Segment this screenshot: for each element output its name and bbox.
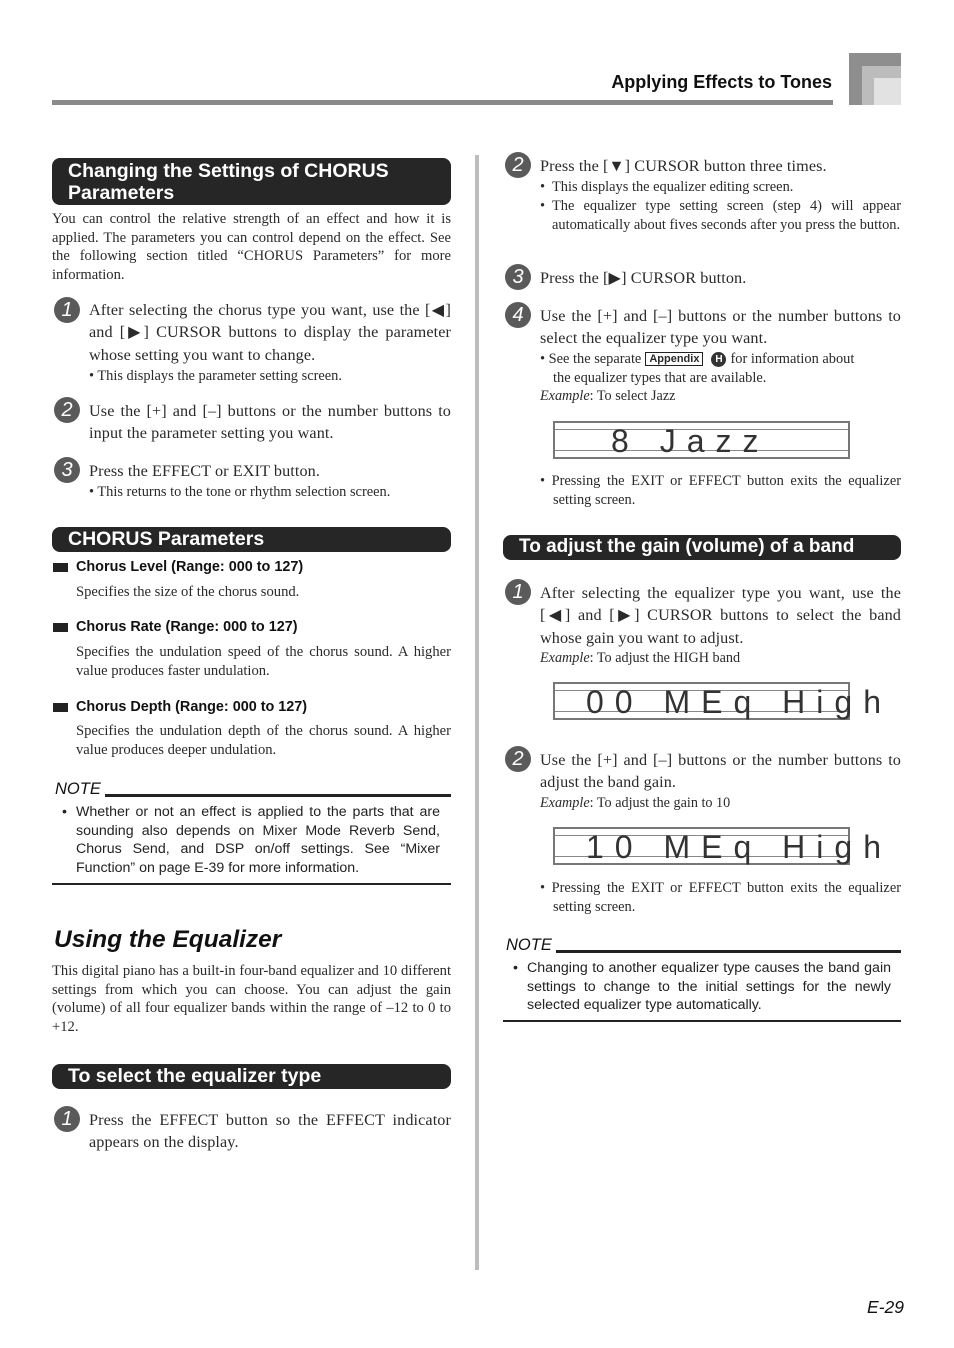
param-chorus-depth-title: Chorus Depth (Range: 000 to 127) — [76, 699, 308, 715]
section-heading-adjust-gain: To adjust the gain (volume) of a band — [503, 535, 901, 560]
appendix-letter-icon: H — [711, 352, 726, 367]
step-2-text: Use the [+] and [–] buttons or the number buttons to input the parameter setting you want. — [89, 402, 451, 443]
note-text: Changing to another equalizer type causes the band gain settings to change to the initial settings for the newly selected equalizer type automatically. — [527, 960, 891, 1014]
eq-step-3-text: Press the [▶] CURSOR button. — [540, 269, 747, 287]
bullet-dot: • — [540, 198, 546, 214]
bullet-square — [53, 623, 68, 632]
page-header-title: Applying Effects to Tones — [611, 72, 832, 92]
example-label: Example — [540, 795, 590, 811]
step-number-3: 3 — [54, 457, 80, 483]
step-number-1: 1 — [505, 579, 531, 605]
bullet-text-post: for information about — [730, 351, 855, 367]
exit-bullet-2: • Pressing the EXIT or EFFECT button exits the equalizer setting screen. — [540, 880, 901, 915]
step-number-4: 4 — [505, 302, 531, 328]
lcd-display-gain-10 — [553, 827, 892, 865]
gain-step-2-text: Use the [+] and [–] buttons or the number buttons to adjust the band gain. — [540, 751, 901, 792]
chorus-settings-intro: You can control the relative strength of an effect and how it is applied. The parameters you can control depend on the effect. See the following section titled “CHORUS Parameters” for more information. — [52, 211, 451, 283]
example-text: : To select Jazz — [589, 388, 676, 404]
step-number-1: 1 — [54, 297, 80, 323]
step-number-1: 1 — [54, 1106, 80, 1132]
example-select-jazz — [540, 387, 901, 405]
lcd-text: 8 Jazz — [611, 423, 770, 459]
example-gain-10 — [540, 794, 901, 812]
note-label: NOTE — [55, 780, 105, 799]
exit-bullet-1: • Pressing the EXIT or EFFECT button exits the equalizer setting screen. — [540, 473, 901, 508]
lcd-text: 10 MEq High — [586, 829, 892, 865]
step-1-bullet: • This displays the parameter setting screen. — [89, 368, 342, 384]
bullet-square — [53, 703, 68, 712]
note-text: Whether or not an effect is applied to the parts that are sounding also depends on Mixer Mode Reverb Send, Chorus Send, and DSP on/off settings. See “Mixer Function” on page E-39 for more information. — [76, 804, 440, 876]
note-rule — [100, 794, 451, 797]
eq-step-2-text: Press the [▼] CURSOR button three times. — [540, 157, 827, 175]
param-chorus-level-title: Chorus Level (Range: 000 to 127) — [76, 559, 304, 575]
heading-using-the-equalizer: Using the Equalizer — [54, 926, 282, 953]
note-bottom-rule — [503, 1020, 901, 1022]
equalizer-intro: This digital piano has a built-in four-band equalizer and 10 different settings from which you can choose. You can adjust the gain (volume) of all four equalizer bands within the range of –12 to 0 to +12. — [52, 963, 451, 1035]
section-heading-chorus-settings: Changing the Settings of CHORUS Parameters — [52, 158, 451, 205]
note-rule — [551, 950, 901, 953]
param-chorus-rate-title: Chorus Rate (Range: 000 to 127) — [76, 619, 298, 635]
param-chorus-rate-desc: Specifies the undulation speed of the chorus sound. A higher value produces faster undulation. — [76, 644, 451, 679]
step-3-bullet: • This returns to the tone or rhythm selection screen. — [89, 484, 391, 500]
step-number-3: 3 — [505, 264, 531, 290]
select-type-step-1-text: Press the EFFECT button so the EFFECT indicator appears on the display. — [89, 1111, 451, 1152]
note-bullet-dot: • — [62, 804, 67, 820]
section-heading-chorus-parameters: CHORUS Parameters — [52, 527, 451, 552]
step-number-2: 2 — [54, 397, 80, 423]
lcd-display-meq-high — [553, 682, 892, 720]
eq-step-2-bullet-2: The equalizer type setting screen (step 4) will appear automatically about fives seconds after you press the button. — [552, 198, 901, 233]
bullet-text-pre: • See the separate — [540, 351, 642, 367]
param-chorus-level-desc: Specifies the size of the chorus sound. — [76, 584, 300, 600]
example-high-band — [540, 649, 901, 667]
header-rule — [52, 100, 833, 105]
example-text: : To adjust the gain to 10 — [589, 795, 731, 811]
corner-tab-inner-light — [874, 78, 901, 105]
eq-step-2-bullet-1: This displays the equalizer editing screen. — [552, 179, 794, 195]
eq-step-4-bullet — [540, 350, 901, 369]
note-bottom-rule — [52, 883, 451, 885]
bullet-dot: • — [540, 179, 546, 195]
eq-step-4-bullet-cont: the equalizer types that are available. — [553, 370, 767, 386]
note-bullet-dot: • — [513, 960, 518, 976]
gain-step-1-text: After selecting the equalizer type you want, use the [◀] and [▶] CURSOR buttons to select the band whose gain you want to adjust. — [540, 584, 901, 647]
appendix-box: Appendix — [645, 352, 703, 366]
step-number-2: 2 — [505, 746, 531, 772]
bullet-square — [53, 563, 68, 572]
lcd-text: 00 MEq High — [586, 684, 892, 720]
column-divider — [475, 155, 479, 1270]
step-1-text: After selecting the chorus type you want, use the [◀] and [▶] CURSOR buttons to display the parameter whose setting you want to change. — [89, 301, 451, 364]
page-number: E-29 — [867, 1297, 904, 1317]
lcd-display-jazz — [553, 421, 850, 459]
example-text: : To adjust the HIGH band — [589, 650, 741, 666]
eq-step-4-text: Use the [+] and [–] buttons or the number buttons to select the equalizer type you want. — [540, 307, 901, 348]
step-3-text: Press the EFFECT or EXIT button. — [89, 462, 321, 480]
note-label: NOTE — [506, 936, 556, 955]
section-heading-select-eq-type: To select the equalizer type — [52, 1064, 451, 1089]
example-label: Example — [540, 650, 590, 666]
example-label: Example — [540, 388, 590, 404]
param-chorus-depth-desc: Specifies the undulation depth of the chorus sound. A higher value produces deeper undulation. — [76, 723, 451, 758]
step-number-2: 2 — [505, 152, 531, 178]
